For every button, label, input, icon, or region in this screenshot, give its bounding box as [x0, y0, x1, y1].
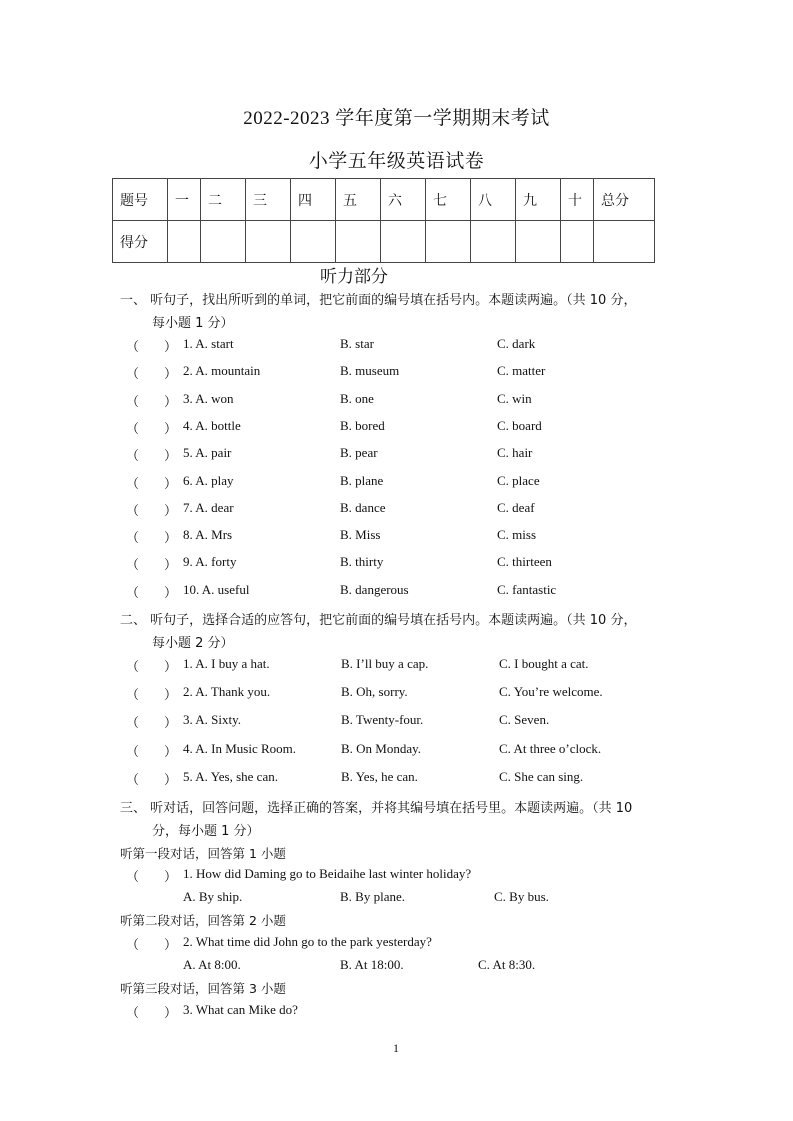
answer-paren-close: ）	[164, 869, 178, 884]
dialog1-option-a: A. By ship.	[183, 889, 243, 904]
answer-paren-open: （	[126, 394, 140, 409]
section2-question-option-a: 4. A. In Music Room.	[183, 741, 297, 756]
section1-question-option-b: B. Miss	[340, 527, 381, 542]
answer-paren-close: ）	[164, 476, 178, 491]
dialog2-intro: 听第二段对话，回答第 2 小题	[120, 913, 286, 928]
answer-paren-open: （	[126, 687, 140, 702]
section2-instruction: 二、 听句子，选择合适的应答句，把它前面的编号填在括号内。本题读两遍。（共 10 分，	[120, 613, 637, 628]
score-header-cell: 总分	[594, 179, 655, 221]
answer-paren-open: （	[126, 366, 140, 381]
section1-question-option-b: B. one	[340, 391, 374, 406]
answer-paren-close: ）	[164, 715, 178, 730]
dialog3-intro: 听第三段对话，回答第 3 小题	[120, 981, 286, 996]
answer-paren-close: ）	[164, 659, 178, 674]
score-header-cell: 三	[246, 179, 291, 221]
score-cell[interactable]	[201, 221, 246, 263]
section1-question-option-c: C. deaf	[497, 500, 535, 515]
score-header-cell: 五	[336, 179, 381, 221]
score-header-cell: 六	[381, 179, 426, 221]
score-cell[interactable]	[291, 221, 336, 263]
score-table-header-row	[113, 179, 655, 221]
score-cell[interactable]	[381, 221, 426, 263]
section1-question-option-c: C. dark	[497, 336, 536, 351]
section1-question-option-b: B. star	[340, 336, 374, 351]
score-cell[interactable]	[426, 221, 471, 263]
answer-paren-close: ）	[164, 366, 178, 381]
score-cell[interactable]	[594, 221, 655, 263]
section3-instruction-cont: 分，每小题 1 分）	[152, 824, 260, 839]
score-header-cell: 四	[291, 179, 336, 221]
answer-paren-open: （	[126, 448, 140, 463]
section1-question-option-c: C. board	[497, 418, 542, 433]
section2-question-option-c: C. Seven.	[499, 712, 550, 727]
section2-question-option-a: 2. A. Thank you.	[183, 684, 271, 699]
answer-paren-open: （	[126, 744, 140, 759]
section1-instruction: 一、 听句子，找出所听到的单词，把它前面的编号填在括号内。本题读两遍。（共 10 分，	[120, 293, 637, 308]
answer-paren-close: ）	[164, 1005, 178, 1020]
score-cell[interactable]	[168, 221, 201, 263]
section2-question-option-b: B. I’ll buy a cap.	[341, 656, 429, 671]
section2-question-option-a: 5. A. Yes, she can.	[183, 769, 278, 784]
section1-question-option-c: C. miss	[497, 527, 537, 542]
answer-paren-open: （	[126, 659, 140, 674]
answer-paren-close: ）	[164, 744, 178, 759]
score-cell[interactable]	[336, 221, 381, 263]
section1-question-option-a: 1. A. start	[183, 336, 234, 351]
section2-question-option-c: C. I bought a cat.	[499, 656, 589, 671]
answer-paren-close: ）	[164, 687, 178, 702]
section1-question-option-c: C. fantastic	[497, 582, 557, 597]
score-cell[interactable]	[471, 221, 516, 263]
section1-instruction-cont: 每小题 1 分）	[152, 316, 234, 331]
score-cell[interactable]	[516, 221, 561, 263]
score-cell[interactable]	[561, 221, 594, 263]
answer-paren-close: ）	[164, 557, 178, 572]
exam-title: 2022-2023 学年度第一学期期末考试	[243, 108, 550, 129]
answer-paren-close: ）	[164, 394, 178, 409]
section2-question-option-c: C. At three o’clock.	[499, 741, 602, 756]
score-cell[interactable]	[246, 221, 291, 263]
section1-question-option-c: C. win	[497, 391, 532, 406]
answer-paren-close: ）	[164, 530, 178, 545]
section1-question-option-a: 6. A. play	[183, 473, 234, 488]
section2-question-option-c: C. She can sing.	[499, 769, 584, 784]
section2-instruction-cont: 每小题 2 分）	[152, 636, 234, 651]
section1-question-option-c: C. thirteen	[497, 554, 552, 569]
section1-question-option-a: 7. A. dear	[183, 500, 234, 515]
score-header-cell: 二	[201, 179, 246, 221]
dialog3-question: 3. What can Mike do?	[183, 1002, 298, 1017]
section1-question-option-a: 9. A. forty	[183, 554, 237, 569]
section1-question-option-a: 3. A. won	[183, 391, 234, 406]
dialog2-option-c: C. At 8:30.	[478, 957, 536, 972]
answer-paren-open: （	[126, 869, 140, 884]
section2-question-option-a: 1. A. I buy a hat.	[183, 656, 270, 671]
answer-paren-close: ）	[164, 448, 178, 463]
answer-paren-open: （	[126, 772, 140, 787]
answer-paren-open: （	[126, 937, 140, 952]
section1-question-option-b: B. plane	[340, 473, 384, 488]
answer-paren-open: （	[126, 530, 140, 545]
dialog1-question: 1. How did Daming go to Beidaihe last winter holiday?	[183, 866, 472, 881]
section2-question-option-b: B. On Monday.	[341, 741, 422, 756]
dialog1-intro: 听第一段对话，回答第 1 小题	[120, 846, 286, 861]
section2-question-option-b: B. Yes, he can.	[341, 769, 418, 784]
answer-paren-close: ）	[164, 503, 178, 518]
dialog2-option-a: A. At 8:00.	[183, 957, 241, 972]
score-header-cell: 八	[471, 179, 516, 221]
section1-question-option-b: B. dangerous	[340, 582, 409, 597]
section1-question-option-b: B. pear	[340, 445, 378, 460]
dialog1-option-c: C. By bus.	[494, 889, 549, 904]
dialog2-option-b: B. At 18:00.	[340, 957, 404, 972]
score-header-cell: 一	[168, 179, 201, 221]
section1-question-option-a: 10. A. useful	[183, 582, 250, 597]
score-table	[112, 178, 655, 263]
score-row-label: 得分	[113, 221, 168, 263]
dialog1-option-b: B. By plane.	[340, 889, 405, 904]
dialog2-question: 2. What time did John go to the park yesterday?	[183, 934, 432, 949]
section2-question-option-c: C. You’re welcome.	[499, 684, 603, 699]
section2-question-option-a: 3. A. Sixty.	[183, 712, 242, 727]
answer-paren-close: ）	[164, 585, 178, 600]
section3-instruction: 三、 听对话，回答问题，选择正确的答案，并将其编号填在括号里。本题读两遍。（共 10	[120, 801, 633, 816]
answer-paren-close: ）	[164, 421, 178, 436]
section1-question-option-c: C. place	[497, 473, 540, 488]
answer-paren-open: （	[126, 715, 140, 730]
answer-paren-close: ）	[164, 937, 178, 952]
section1-question-option-a: 4. A. bottle	[183, 418, 241, 433]
answer-paren-open: （	[126, 557, 140, 572]
section1-question-option-c: C. matter	[497, 363, 546, 378]
section1-question-option-a: 8. A. Mrs	[183, 527, 233, 542]
score-header-cell: 十	[561, 179, 594, 221]
answer-paren-open: （	[126, 421, 140, 436]
listening-heading: 听力部分	[320, 267, 388, 287]
score-header-cell: 题号	[113, 179, 168, 221]
section1-question-option-a: 2. A. mountain	[183, 363, 261, 378]
score-header-cell: 九	[516, 179, 561, 221]
answer-paren-open: （	[126, 339, 140, 354]
section2-question-option-b: B. Twenty-four.	[341, 712, 424, 727]
section1-question-option-a: 5. A. pair	[183, 445, 232, 460]
score-table-score-row	[113, 221, 655, 263]
section1-question-option-c: C. hair	[497, 445, 533, 460]
answer-paren-close: ）	[164, 339, 178, 354]
answer-paren-open: （	[126, 503, 140, 518]
section1-question-option-b: B. dance	[340, 500, 386, 515]
answer-paren-open: （	[126, 476, 140, 491]
section2-question-option-b: B. Oh, sorry.	[341, 684, 408, 699]
exam-subtitle: 小学五年级英语试卷	[308, 151, 485, 172]
answer-paren-open: （	[126, 585, 140, 600]
section1-question-option-b: B. thirty	[340, 554, 384, 569]
section1-question-option-b: B. museum	[340, 363, 400, 378]
answer-paren-open: （	[126, 1005, 140, 1020]
section1-question-option-b: B. bored	[340, 418, 385, 433]
page-number: 1	[393, 1041, 399, 1055]
answer-paren-close: ）	[164, 772, 178, 787]
score-header-cell: 七	[426, 179, 471, 221]
